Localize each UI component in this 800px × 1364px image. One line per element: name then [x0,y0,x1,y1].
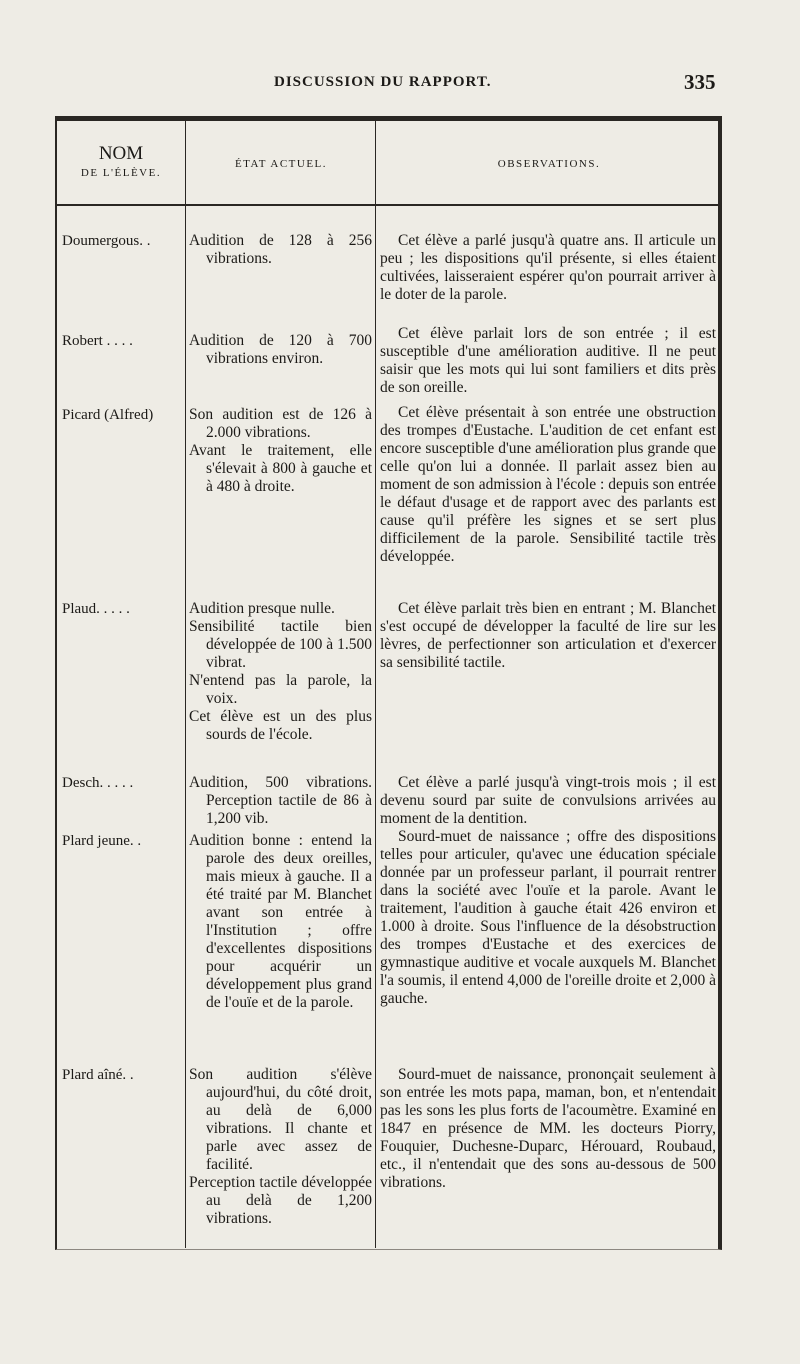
column-divider [185,120,186,1248]
etat-paragraph: Avant le traitement, elle s'élevait à 800 à gauche et à 480 à droite. [189,442,372,495]
etat-actuel [189,232,372,268]
observation-paragraph: Sourd-muet de naissance ; offre des dispositions telles pour articuler, qu'avec une éducation spéciale donnée par un professeur parlant, il pourrait rentrer dans la société avec l'ouïe et la parole. Avant le traitement, l'audition à gauche était 426 environ et 1.000 à droite. Sous l'influence de la désobstruction des trompes d'Eustache et des exercices de gymnastique auditive et vocale auxquels M. Blanchet l'a soumis, il entend 4,000 de l'oreille droite et 2,000 à gauche. [380,828,716,1007]
observation-paragraph: Cet élève parlait lors de son entrée ; il est susceptible d'une amélioration auditive. Il ne peut saisir que les mots qui lui sont familiers et dits près de son oreille. [380,325,716,396]
etat-actuel [189,332,372,368]
etat-paragraph: Cet élève est un des plus sourds de l'école. [189,708,372,743]
student-name: Picard (Alfred) [62,407,154,423]
column-header-nom [60,144,182,179]
student-name: Desch. . . . . [62,775,134,791]
column-header-etat: ÉTAT ACTUEL. [234,158,328,170]
observations [380,774,716,828]
column-header-nom-label: NOM [98,143,144,164]
column-divider [375,120,376,1248]
etat-paragraph: Sensibilité tactile bien développée de 100 à 1.500 vibrat. [189,618,372,671]
observation-paragraph: Cet élève présentait à son entrée une obstruction des trompes d'Eustache. L'audition de cet enfant est encore susceptible d'une amélioration plus grande que celle qu'on lui a donnée. Il parlait assez bien au moment de son admission à l'école : depuis son entrée le défaut d'usage et de rapport avec des parlants est cause qu'il préfère les signes et se sert plus difficilement de la parole. Sensibilité tactile très développée. [380,404,716,565]
running-head [0,70,800,98]
etat-paragraph: N'entend pas la parole, la voix. [189,672,372,707]
etat-paragraph: Audition bonne : entend la parole des deux oreilles, mais mieux à gauche. Il a été traité par M. Blanchet avant son entrée à l'Institution ; offre d'excellentes dispositions pour acquérir un développement plus grand de l'ouïe et de la parole. [189,832,372,1011]
observations [380,404,716,566]
observations [380,325,716,397]
student-name: Plaud. . . . . [62,601,130,617]
etat-actuel [189,600,372,744]
etat-paragraph: Perception tactile développée au delà de 1,200 vibrations. [189,1174,372,1227]
student-name: Robert . . . . [62,333,133,349]
student-name: Plard jeune. . [62,833,142,849]
etat-actuel [189,832,372,1012]
column-header-observations: OBSERVATIONS. [497,158,601,170]
etat-paragraph: Son audition s'élève aujourd'hui, du côté droit, au delà de 6,000 vibrations. Il chante et parle avec assez de facilité. [189,1066,372,1173]
running-title: DISCUSSION DU RAPPORT. [274,74,492,90]
observations [380,1066,716,1192]
observations [380,600,716,672]
header-rule [57,204,719,206]
observation-paragraph: Sourd-muet de naissance, prononçait seulement à son entrée les mots papa, maman, bon, et n'entendait pas les sons les plus forts de l'acoumètre. Examiné en 1847 en présence de MM. les docteurs Piorry, Fouquier, Duchesne-Duparc, Hérouard, Roubaud, etc., il n'entendait que des sons au-dessous de 500 vibrations. [380,1066,716,1191]
etat-paragraph: Audition de 120 à 700 vibrations environ. [189,332,372,367]
column-header-nom-sub: DE L'ÉLÈVE. [80,166,162,179]
observations [380,232,716,304]
etat-actuel [189,774,372,828]
observation-paragraph: Cet élève a parlé jusqu'à vingt-trois mois ; il est devenu sourd par suite de convulsions arrivées au moment de la dentition. [380,774,716,827]
observations [380,828,716,1008]
etat-paragraph: Son audition est de 126 à 2.000 vibrations. [189,406,372,441]
etat-paragraph: Audition de 128 à 256 vibrations. [189,232,372,267]
student-name: Doumergous. . [62,233,151,249]
page-number: 335 [684,70,716,94]
student-name: Plard aîné. . [62,1067,134,1083]
etat-paragraph: Audition presque nulle. [189,600,335,617]
observation-paragraph: Cet élève parlait très bien en entrant ; M. Blanchet s'est occupé de développer la faculté de lire sur les lèvres, de perfectionner son articulation et d'exercer sa sensibilité tactile. [380,600,716,671]
etat-actuel [189,406,372,496]
etat-actuel [189,1066,372,1228]
observation-paragraph: Cet élève a parlé jusqu'à quatre ans. Il articule un peu ; les dispositions qu'il présente, si elles étaient cultivées, laisseraient espérer qu'on pourrait arriver à le doter de la parole. [380,232,716,303]
etat-paragraph: Audition, 500 vibrations. Perception tactile de 86 à 1,200 vib. [189,774,372,827]
